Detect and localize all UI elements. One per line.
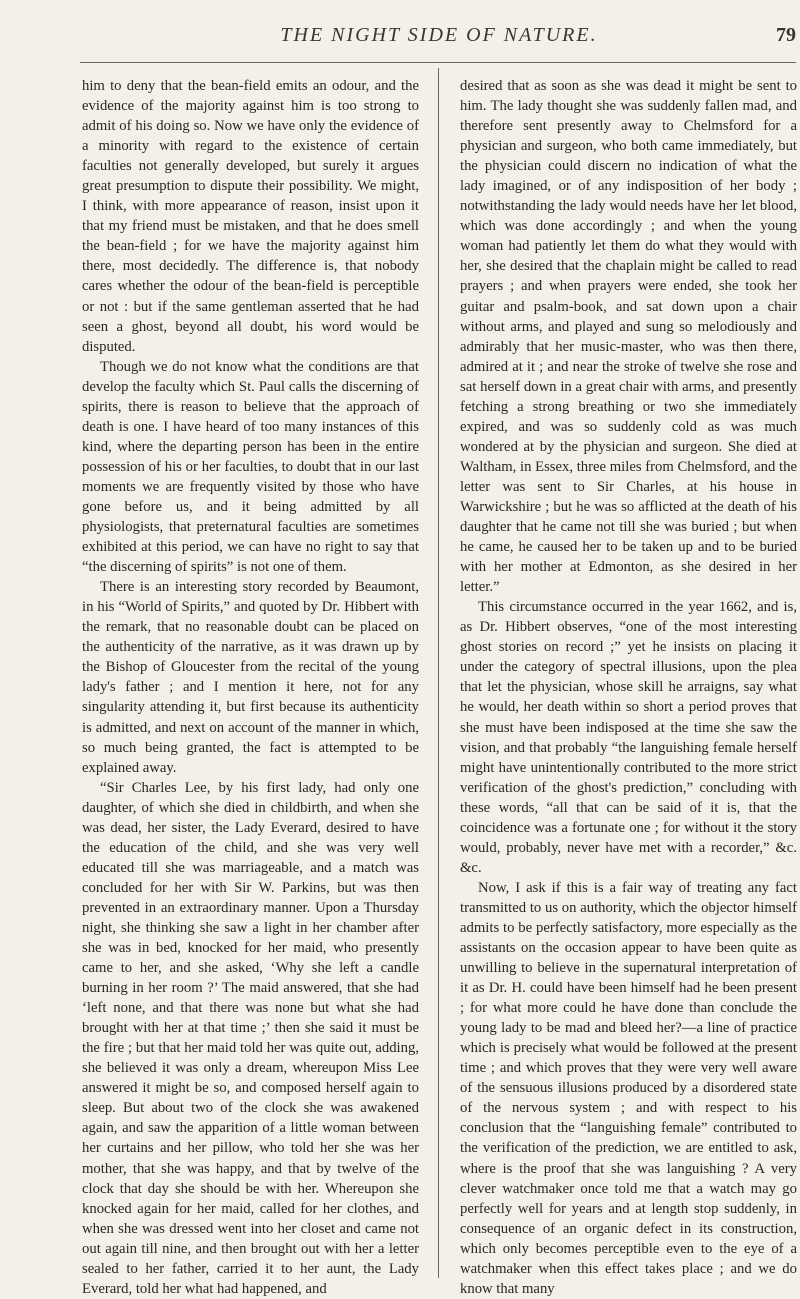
paragraph: There is an interesting story recorded by Beaumont, in his “World of Spirits,” and quoted by Dr. Hibbert with the remark, that no reasonable doubt can be placed on the authenticity of the narrative, as it was drawn up by the Bishop of Gloucester from the recital of the young lady's father ; and I mention it here, not for any singularity attending it, but first because its authenticity is admitted, and next on account of the manner in which, so much being granted, the fact is attempted to be explained away.	[82, 579, 419, 776]
paragraph: Though we do not know what the conditions are that develop the faculty which St. Paul calls the discerning of spirits, there is reason to believe that the approach of death is one. I have heard of too many instances of this kind, where the departing person has been in the entire possession of his or her faculties, to doubt that in our last moments we are frequently visited by those who have gone before us, and it being admitted by all physiologists, that preternatural faculties are sometimes exhibited at this period, we can have no right to say that “the discerning of spirits” is not one of them.	[82, 358, 419, 576]
header-rule	[80, 62, 796, 63]
right-column	[460, 76, 797, 1299]
paragraph: Now, I ask if this is a fair way of treating any fact transmitted to us on authority, which the objector himself admits to be perfectly satisfactory, more especially as the assistants on the occasion appear to have been quite as unwilling to believe in the supernatural interpretation of it as Dr. H. could have been himself had he been present ; for what more could he have done than conclude the young lady to be mad and bleed her?—a line of practice which is precisely what would be followed at the present time ; and which proves that they were very well aware of the sensuous illusions produced by a disordered state of the nervous system ; and with respect to his conclusion that the “languishing female” contributed to the verification of the prediction, we are entitled to ask, where is the proof that she was languishing ? A very clever watchmaker once told me that a watch may go perfectly well for years and at length stop suddenly, in consequence of an organic defect in its construction, which only becomes perceptible even to the eye of a watchmaker when this effect takes place ; and we do know that many	[460, 879, 797, 1297]
column-divider	[438, 68, 439, 1278]
running-title: THE NIGHT SIDE OF NATURE.	[280, 24, 598, 46]
paragraph: “Sir Charles Lee, by his first lady, had only one daughter, of which she died in childbirth, and when she was dead, her sister, the Lady Everard, desired to have the education of the child, and she was very well educated till she was marriageable, and a match was concluded for her with Sir W. Parkins, but was then prevented in an extraordinary manner. Upon a Thursday night, she thinking she saw a light in her chamber after she was in bed, knocked for her maid, who presently came to her, and she asked, ‘Why she left a candle burning in her room ?’ The maid answered, that she had ‘left none, and that there was none but what she had brought with her at that time ;’ then she said it must be the fire ; but that her maid told her was quite out, adding, she believed it was only a dream, whereupon Miss Lee answered it might be so, and composed herself again to sleep. But about two of the clock she was awakened again, and saw the apparition of a little woman between her curtains and her pillow, who told her she was her mother, that she was happy, and that by twelve of the clock that day she should be with her. Whereupon she knocked again for her maid, called for her clothes, and when she was dressed went into her closet and came not out again till nine, and then brought out with her a letter sealed to her father, carried it to her aunt, the Lady Everard, told her what had happened, and	[82, 779, 419, 1297]
page-header	[80, 10, 798, 50]
left-column	[82, 76, 419, 1299]
paragraph: him to deny that the bean-field emits an odour, and the evidence of the majority against him is too strong to admit of his doing so. Now we have only the evidence of a minority with regard to the existence of certain faculties not generally developed, but surely it argues great presumption to dispute their possibility. We might, I think, with more appearance of reason, insist upon it that my friend must be mistaken, and that he does smell the bean-field ; for we have the majority against him there, most decidedly. The difference is, that nobody cares whether the odour of the bean-field is perceptible or not : but if the same gentleman asserted that he had seen a ghost, beyond all doubt, his word would be disputed.	[82, 78, 419, 355]
paragraph: This circumstance occurred in the year 1662, and is, as Dr. Hibbert observes, “one of the most interesting ghost stories on record ;” yet he insists on placing it under the category of spectral illusions, upon the plea that let the physician, whose skill he arraigns, say what he would, her death within so short a period proves that she must have been indisposed at the time she saw the vision, and that probably “the languishing female herself might have unintentionally contributed to the more strict verification of the ghost's prediction,” concluding with these words, “all that can be said of it is, that the coincidence was a fortunate one ; for without it the story would, probably, never have met with a recorder,” &c. &c.	[460, 599, 797, 876]
paragraph: desired that as soon as she was dead it might be sent to him. The lady thought she was suddenly fallen mad, and therefore sent presently away to Chelmsford for a physician and surgeon, who both came immediately, but the physician could discern no indication of what the lady imagined, or of any indisposition of her body ; notwithstanding the lady would needs have her let blood, which was done accordingly ; and when the young woman had patiently let them do what they would with her, she desired that the chaplain might be called to read prayers ; and when prayers were ended, she took her guitar and psalm-book, and sat down upon a chair without arms, and played and sung so melodiously and admirably that her music-master, who was then there, admired at it ; and near the stroke of twelve she rose and sat herself down in a great chair with arms, and presently fetching a strong breathing or two she immediately expired, and was so suddenly cold as was much wondered at by the physician and surgeon. She died at Waltham, in Essex, three miles from Chelmsford, and the letter was sent to Sir Charles, at his house in Warwickshire ; but he was so afflicted at the death of his daughter that he came not till she was buried ; but when he came, he caused her to be taken up and to be buried with her mother at Edmonton, as she desired in her letter.”	[460, 78, 797, 596]
page-number: 79	[776, 24, 796, 46]
